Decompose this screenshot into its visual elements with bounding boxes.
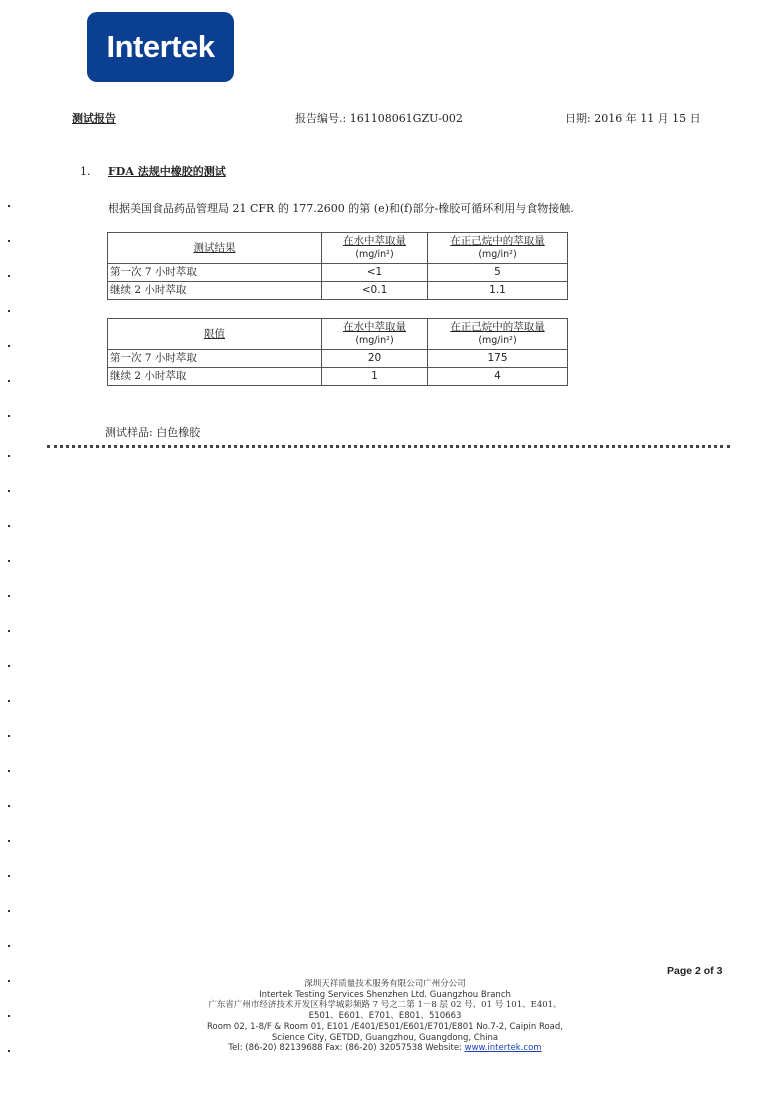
column-header-test-result: 测试结果 — [108, 233, 322, 264]
scan-margin-dot — [8, 595, 10, 597]
footer-company-en: Intertek Testing Services Shenzhen Ltd. Guangzhou Branch — [259, 989, 511, 1000]
water-value: <0.1 — [322, 282, 428, 300]
section-title: FDA 法规中橡胶的测试 — [108, 165, 226, 178]
report-title: 测试报告 — [72, 112, 116, 125]
footer-address-cn-cont: E501、E601、E701、E801、510663 — [308, 1011, 462, 1022]
scan-margin-dot — [8, 1050, 10, 1052]
section-description: 根据美国食品药品管理局 21 CFR 的 177.2600 的第 (e)和(f)部分-橡胶可循环利用与食物接触. — [108, 202, 574, 215]
scan-margin-dot — [8, 345, 10, 347]
test-results-table — [107, 232, 568, 300]
limits-table — [107, 318, 568, 386]
column-header-water: 在水中萃取量 (mg/in²) — [322, 319, 428, 350]
table-header-row — [108, 233, 568, 264]
scan-margin-dot — [8, 980, 10, 982]
footer-address-en-cont: Science City, GETDD, Guangzhou, Guangdong, China — [271, 1032, 499, 1043]
section-heading — [80, 163, 226, 179]
column-header-hexane: 在正己烷中的萃取量 (mg/in²) — [428, 319, 568, 350]
hexane-value: 175 — [428, 350, 568, 368]
scan-margin-dot — [8, 380, 10, 382]
column-header-limit: 限值 — [108, 319, 322, 350]
scan-margin-dot — [8, 455, 10, 457]
footer-address-cn: 广东省广州市经济技术开发区科学城彩频路 7 号之二第 1－8 层 02 号、01 号 101、E401、 — [208, 1000, 562, 1011]
footer — [150, 979, 620, 1054]
column-header-hexane: 在正己烷中的萃取量 (mg/in²) — [428, 233, 568, 264]
scan-margin-dot — [8, 525, 10, 527]
scan-margin-dot — [8, 310, 10, 312]
scan-margin-dot — [8, 945, 10, 947]
row-label: 第一次 7 小时萃取 — [108, 264, 322, 282]
table-row — [108, 350, 568, 368]
water-value: <1 — [322, 264, 428, 282]
scan-margin-dot — [8, 875, 10, 877]
scan-margin-dot — [8, 240, 10, 242]
section-number: 1. — [80, 165, 91, 178]
row-label: 第一次 7 小时萃取 — [108, 350, 322, 368]
page-number: Page 2 of 3 — [667, 965, 723, 977]
report-number: 报告编号.: 161108061GZU-002 — [295, 112, 463, 125]
scan-margin-dot — [8, 665, 10, 667]
scan-margin-dot — [8, 205, 10, 207]
scan-margin-dot — [8, 490, 10, 492]
intertek-logo: Intertek — [87, 12, 234, 82]
column-header-water: 在水中萃取量 (mg/in²) — [322, 233, 428, 264]
scan-margin-dot — [8, 275, 10, 277]
row-label: 继续 2 小时萃取 — [108, 282, 322, 300]
scan-margin-dot — [8, 630, 10, 632]
table-row — [108, 368, 568, 386]
hexane-value: 1.1 — [428, 282, 568, 300]
footer-contact: Tel: (86-20) 82139688 Fax: (86-20) 32057538 Website: www.intertek.com — [228, 1043, 542, 1054]
row-label: 继续 2 小时萃取 — [108, 368, 322, 386]
scan-margin-dot — [8, 1015, 10, 1017]
scan-margin-dot — [8, 840, 10, 842]
footer-company-cn: 深圳天祥质量技术服务有限公司广州分公司 — [304, 979, 466, 989]
scan-margin-dot — [8, 735, 10, 737]
water-value: 1 — [322, 368, 428, 386]
scan-margin-dot — [8, 805, 10, 807]
hexane-value: 5 — [428, 264, 568, 282]
water-value: 20 — [322, 350, 428, 368]
scan-margin-dot — [8, 415, 10, 417]
footer-address-en: Room 02, 1-8/F & Room 01, E101 /E401/E501/E601/E701/E801 No.7-2, Caipin Road, — [207, 1021, 563, 1032]
scan-margin-dot — [8, 910, 10, 912]
scan-margin-dot — [8, 770, 10, 772]
test-sample: 测试样品: 白色橡胶 — [105, 426, 201, 439]
table-row — [108, 264, 568, 282]
scan-margin-dot — [8, 700, 10, 702]
table-row — [108, 282, 568, 300]
report-date: 日期: 2016 年 11 月 15 日 — [565, 112, 701, 125]
hexane-value: 4 — [428, 368, 568, 386]
dotted-divider — [47, 445, 730, 448]
website-link[interactable]: www.intertek.com — [464, 1043, 542, 1054]
table-header-row — [108, 319, 568, 350]
scan-margin-dot — [8, 560, 10, 562]
